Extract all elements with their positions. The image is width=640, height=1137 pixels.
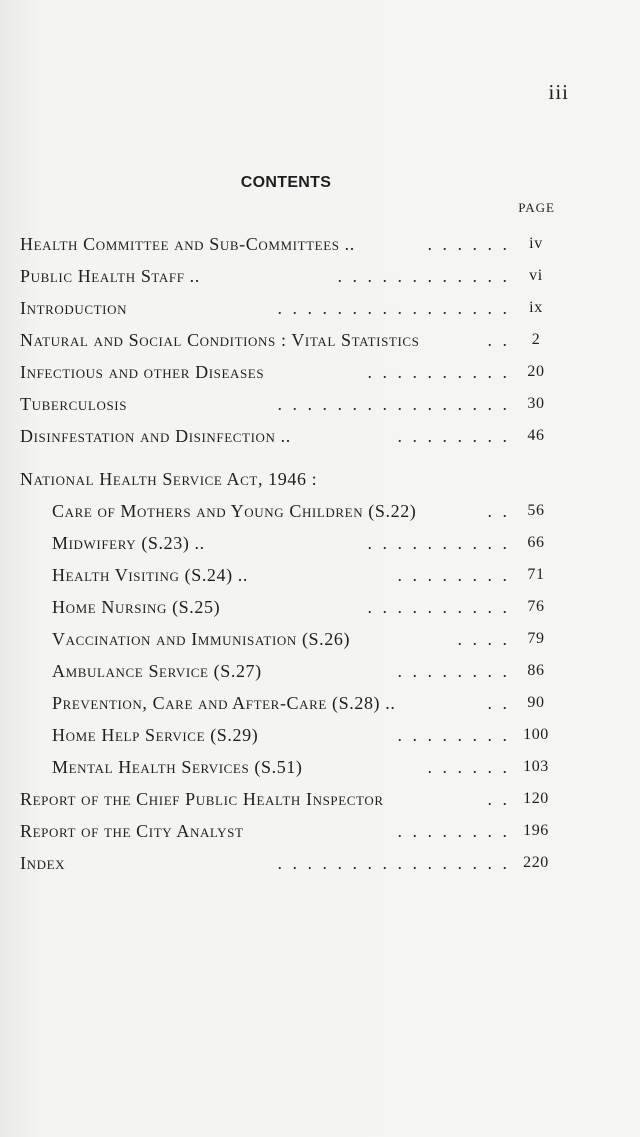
toc-entry-page: 86	[527, 662, 545, 679]
toc-leader-dots: . .	[487, 693, 510, 713]
toc-leader-dots: . . . . . . . . . .	[367, 533, 510, 553]
toc-entry	[20, 324, 558, 356]
toc-leader-dots: . . . . . .	[427, 757, 510, 777]
toc-entry-title: Report of the City Analyst	[20, 821, 244, 841]
toc-subentry	[20, 527, 558, 559]
toc-entry-page: 90	[527, 694, 545, 711]
toc-subentry	[20, 719, 558, 751]
toc-entry-page: 76	[527, 598, 545, 615]
toc-leader-dots: . . . . . . . . . .	[367, 362, 510, 382]
page-column-label: PAGE	[518, 200, 555, 215]
toc-entry-page: ix	[529, 299, 543, 316]
toc-entry-title: Midwifery (S.23) ..	[52, 533, 205, 553]
page-number: iii	[548, 80, 569, 104]
toc-entry-page: 100	[523, 726, 549, 743]
toc-entry-page: iv	[529, 235, 543, 252]
toc-leader-dots: . . . . . . . . . . . . . . . .	[277, 298, 510, 318]
toc-entry-title: Care of Mothers and Young Children (S.22)	[52, 501, 417, 521]
toc-entry-title: Public Health Staff ..	[20, 266, 200, 286]
toc-leader-dots: . . . . . .	[427, 234, 510, 254]
toc-entry-title: Introduction	[20, 298, 128, 318]
toc-leader-dots: . .	[487, 330, 510, 350]
table-of-contents	[20, 228, 558, 879]
toc-leader-dots: . . . . . . . .	[397, 661, 510, 681]
toc-entry-title: Home Nursing (S.25)	[52, 597, 221, 617]
toc-leader-dots: . .	[487, 501, 510, 521]
toc-entry	[20, 260, 558, 292]
toc-entry-title: Infectious and other Diseases	[20, 362, 265, 382]
toc-entry-page: 103	[523, 758, 549, 775]
toc-subentry	[20, 559, 558, 591]
toc-entry	[20, 388, 558, 420]
toc-entry-page: vi	[529, 267, 543, 284]
toc-leader-dots: . . . . . . . . . . . . . . . .	[277, 394, 510, 414]
toc-leader-dots: . . . . . . . .	[397, 725, 510, 745]
toc-subentry	[20, 591, 558, 623]
toc-entry-title: Natural and Social Conditions : Vital Statistics	[20, 330, 420, 350]
toc-entry-page: 56	[527, 502, 545, 519]
toc-subentry	[20, 687, 558, 719]
toc-leader-dots: . . . . . . . . . .	[367, 597, 510, 617]
toc-entry-title: Vaccination and Immunisation (S.26)	[52, 629, 351, 649]
toc-entry	[20, 228, 558, 260]
toc-entry	[20, 356, 558, 388]
toc-entry-page: 66	[527, 534, 545, 551]
toc-entry-page: 2	[531, 331, 541, 348]
toc-entry-title: Report of the Chief Public Health Inspector	[20, 789, 384, 809]
toc-entry-title: Mental Health Services (S.51)	[52, 757, 303, 777]
toc-entry-title: Home Help Service (S.29)	[52, 725, 259, 745]
toc-subentry	[20, 623, 558, 655]
toc-entry-title: Health Visiting (S.24) ..	[52, 565, 249, 585]
toc-entry	[20, 292, 558, 324]
toc-entry-page: 30	[527, 395, 545, 412]
toc-subentry	[20, 495, 558, 527]
toc-entry-page: 120	[523, 790, 549, 807]
toc-subentry	[20, 751, 558, 783]
contents-heading: CONTENTS	[240, 174, 332, 191]
toc-entry-title: Tuberculosis	[20, 394, 128, 414]
toc-leader-dots: . .	[487, 789, 510, 809]
toc-entry-title: Health Committee and Sub-Committees ..	[20, 234, 355, 254]
toc-entry	[20, 815, 558, 847]
toc-leader-dots: . . . . . . . .	[397, 821, 510, 841]
toc-entry-page: 196	[523, 822, 549, 839]
toc-entry-page: 20	[527, 363, 545, 380]
toc-entry-page: 220	[523, 854, 549, 871]
toc-entry-title: Disinfestation and Disinfection ..	[20, 426, 291, 446]
toc-subentry	[20, 655, 558, 687]
toc-entry-title: Index	[20, 853, 66, 873]
toc-leader-dots: . . . . . . . .	[397, 426, 510, 446]
toc-leader-dots: . . . . . . . .	[397, 565, 510, 585]
toc-entry-page: 79	[527, 630, 545, 647]
toc-entry-page: 71	[527, 566, 545, 583]
toc-leader-dots: . . . .	[457, 629, 510, 649]
toc-entry-title: Ambulance Service (S.27)	[52, 661, 262, 681]
toc-leader-dots: . . . . . . . . . . . .	[337, 266, 510, 286]
toc-leader-dots: . . . . . . . . . . . . . . . .	[277, 853, 510, 873]
toc-section-heading	[20, 463, 558, 495]
toc-entry	[20, 783, 558, 815]
toc-entry-title: Prevention, Care and After-Care (S.28) ..	[52, 693, 396, 713]
toc-entry	[20, 847, 558, 879]
toc-entry-page: 46	[527, 427, 545, 444]
toc-entry	[20, 420, 558, 452]
nhs-act-heading: National Health Service Act, 1946 :	[20, 469, 318, 489]
